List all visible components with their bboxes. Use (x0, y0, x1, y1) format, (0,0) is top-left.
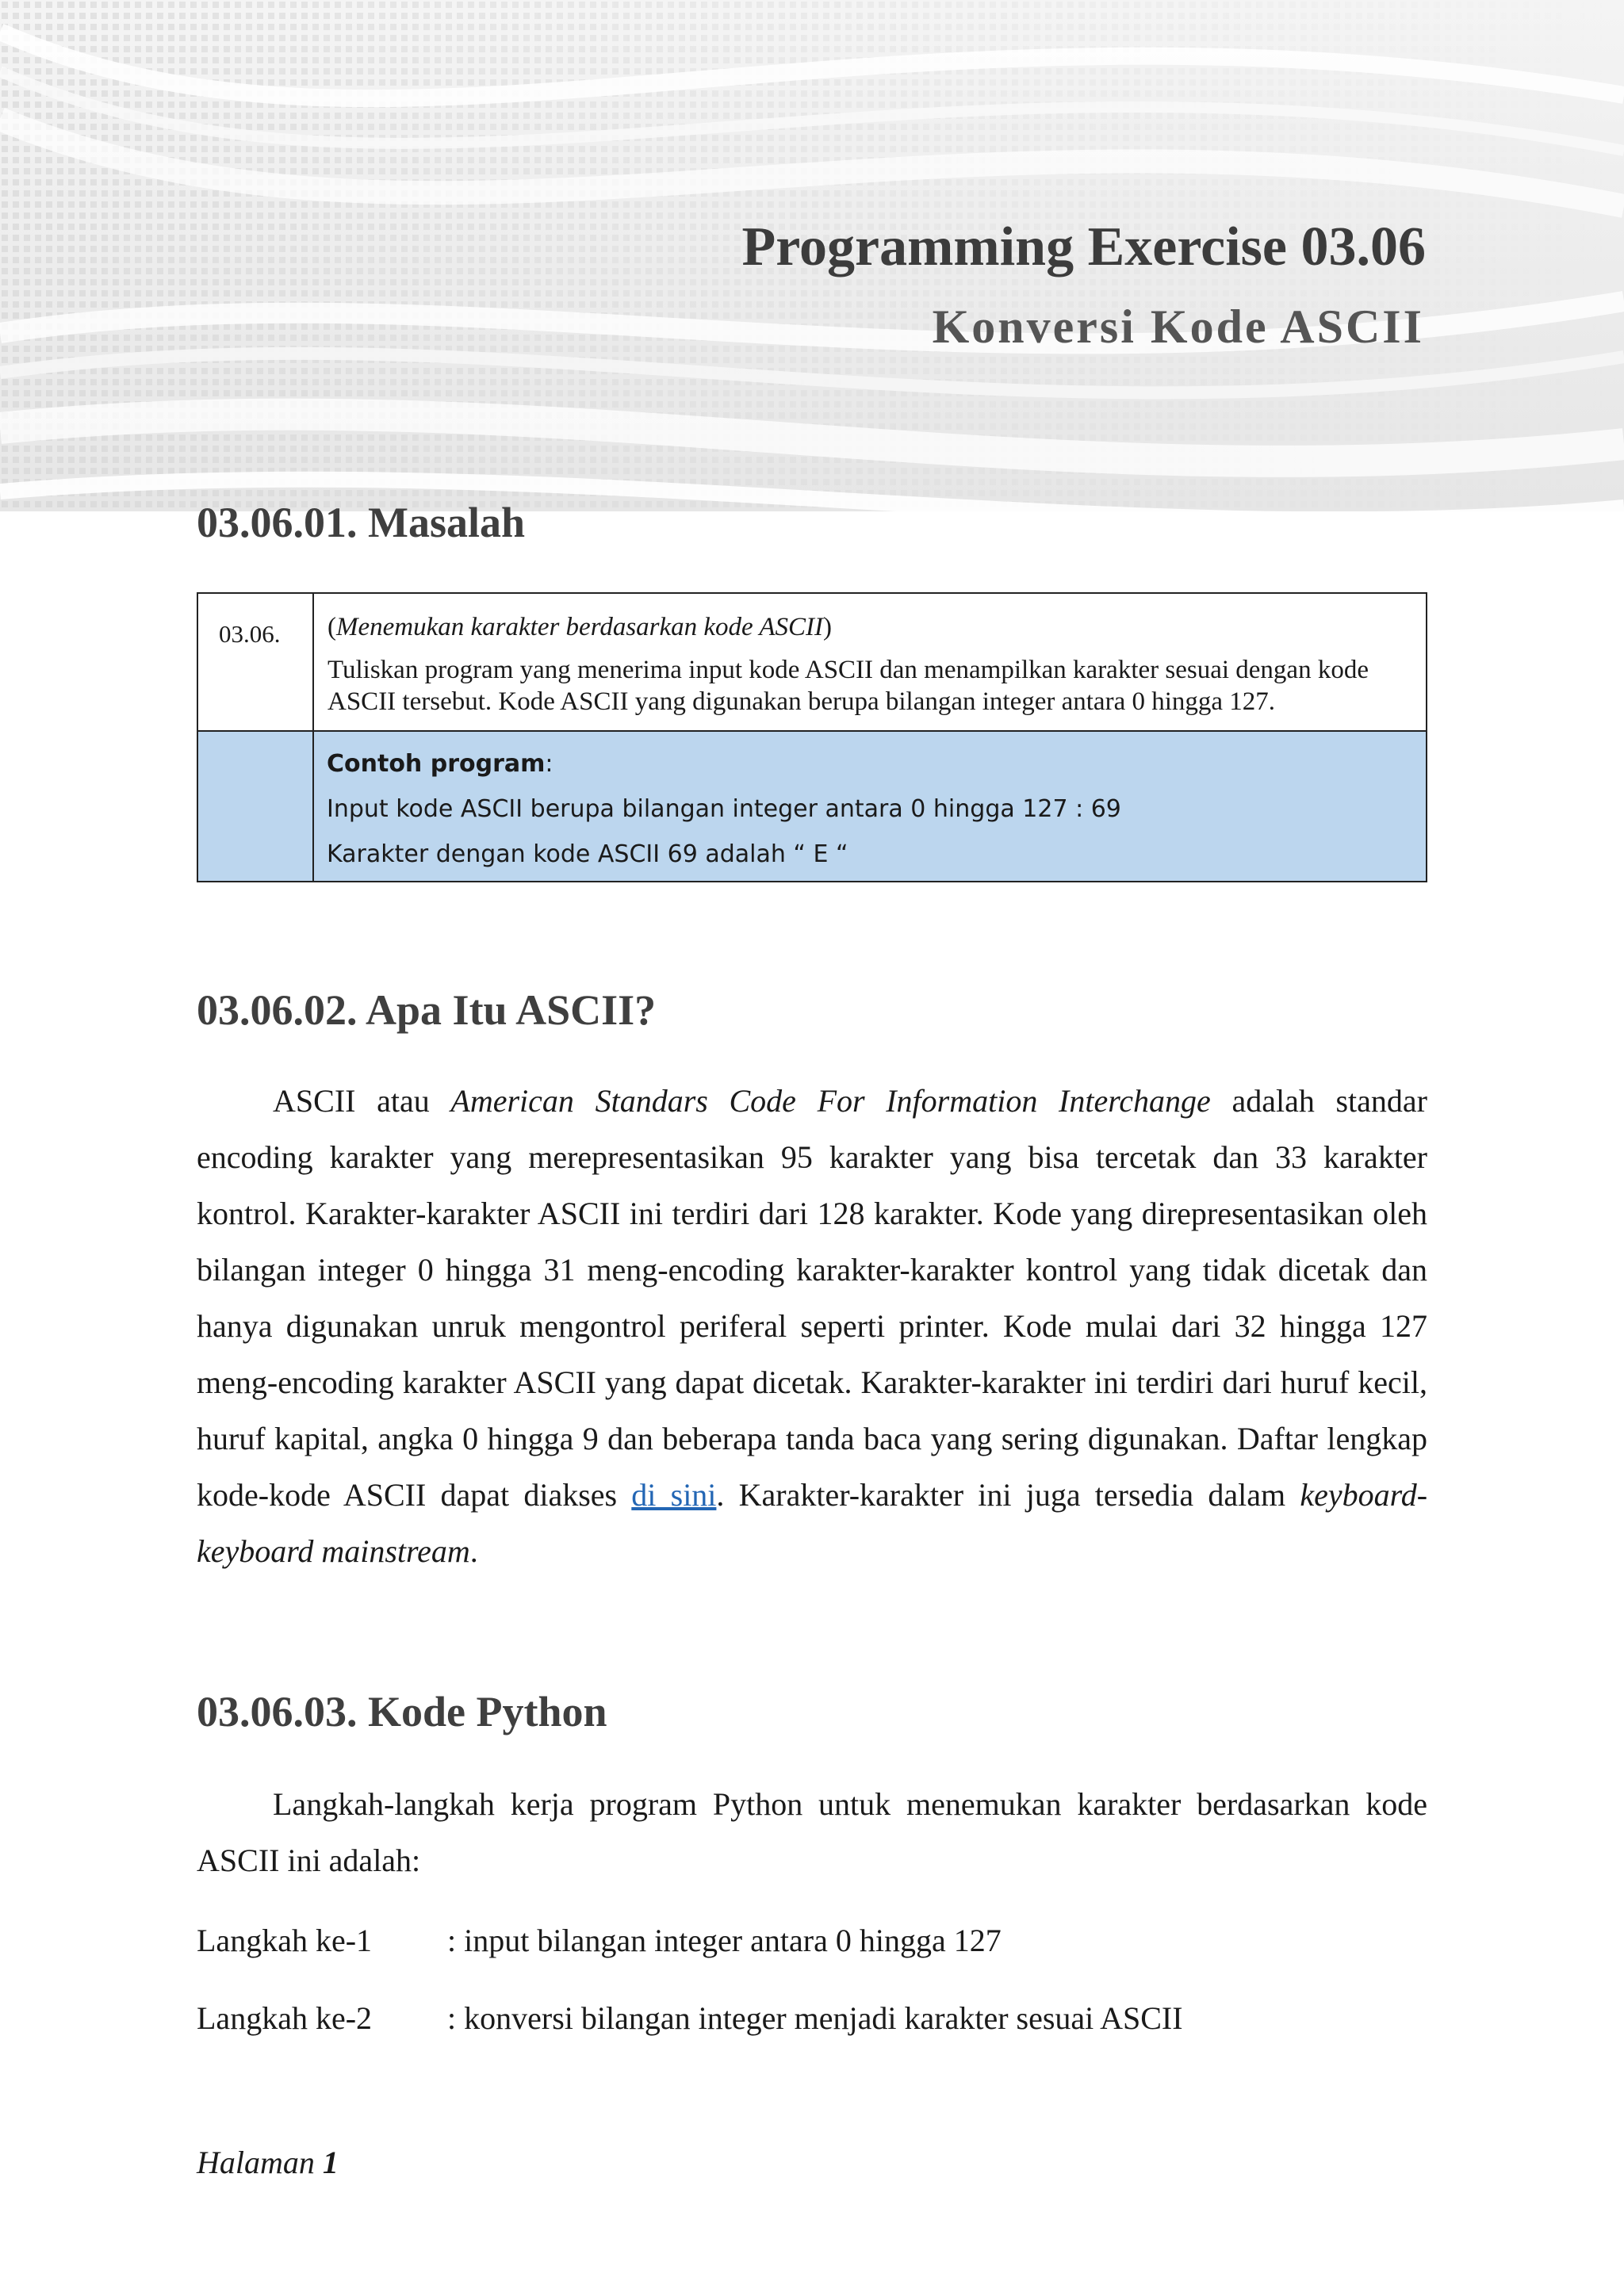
problem-subtitle-text: Menemukan karakter berdasarkan kode ASCII (336, 613, 823, 641)
page-footer (197, 2144, 339, 2181)
example-label: Contoh program (327, 750, 546, 778)
step-row (197, 1922, 1002, 1959)
problem-number: 03.06. (219, 620, 281, 648)
problem-description-cell (327, 611, 1414, 718)
page-subtitle: Konversi Kode ASCII (932, 300, 1424, 353)
step-label: Langkah ke-1 (197, 1923, 373, 1958)
step-text: : input bilangan integer antara 0 hingga 127 (447, 1923, 1002, 1958)
page-number: 1 (322, 2145, 339, 2180)
footer-label: Halaman (197, 2145, 323, 2180)
python-paragraph (197, 1776, 1427, 1888)
italic-text-run: keyboard-keyboard mainstream (197, 1477, 1428, 1569)
problem-description: Tuliskan program yang menerima input kode ASCII dan menampilkan karakter sesuai dengan kode ASCII tersebut. Kode ASCII yang digunakan berupa bilangan integer antara 0 hingga 127. (327, 656, 1369, 716)
section-heading-apa-itu-ascii: 03.06.02. Apa Itu ASCII? (197, 986, 657, 1034)
paren-close: ) (823, 613, 832, 641)
section-heading-masalah: 03.06.01. Masalah (197, 499, 526, 546)
step-row (197, 1999, 1183, 2037)
section-heading-kode-python: 03.06.03. Kode Python (197, 1688, 607, 1735)
text-run: adalah standar encoding karakter yang merepresentasikan 95 karakter yang bisa tercetak dan 33 karakter kontrol. Karakter-karakter ASCII ini terdiri dari 128 karakter. Kode yang direpresentasikan oleh bilangan integer 0 hingga 31 meng-encoding karakter-karakter kontrol yang tidak dicetak dan hanya digunakan unruk mengontrol periferal seperti printer. Kode mulai dari 32 hingga 127 meng-encoding karakter ASCII yang dapat dicetak. Karakter-karakter ini terdiri dari huruf kecil, huruf kapital, angka 0 hingga 9 dan beberapa tanda baca yang sering digunakan. Daftar lengkap kode-kode ASCII dapat diakses (197, 1083, 1428, 1513)
text-run: ASCII atau (273, 1083, 451, 1119)
step-label: Langkah ke-2 (197, 2000, 373, 2036)
italic-text-run: American Standars Code For Information Interchange (450, 1083, 1211, 1119)
problem-table (197, 592, 1427, 882)
paren-open: ( (327, 613, 336, 641)
ascii-paragraph (197, 1073, 1427, 1579)
example-heading (327, 741, 1413, 786)
page-title: Programming Exercise 03.06 (741, 216, 1426, 277)
problem-subtitle (327, 611, 1414, 643)
ascii-list-link[interactable]: di sini (631, 1477, 717, 1513)
row-divider (198, 730, 1426, 732)
column-divider (312, 594, 314, 881)
step-text: : konversi bilangan integer menjadi karakter sesuai ASCII (447, 2000, 1183, 2036)
text-run: . Karakter-karakter ini juga tersedia dalam (716, 1477, 1300, 1513)
example-cell (327, 741, 1413, 877)
example-colon: : (545, 750, 553, 778)
text-run: . (469, 1533, 478, 1569)
example-line: Karakter dengan kode ASCII 69 adalah “ E “ (327, 840, 848, 868)
example-line: Input kode ASCII berupa bilangan integer antara 0 hingga 127 : 69 (327, 795, 1121, 823)
text-run: Langkah-langkah kerja program Python untuk menemukan karakter berdasarkan kode ASCII ini adalah: (197, 1786, 1427, 1878)
